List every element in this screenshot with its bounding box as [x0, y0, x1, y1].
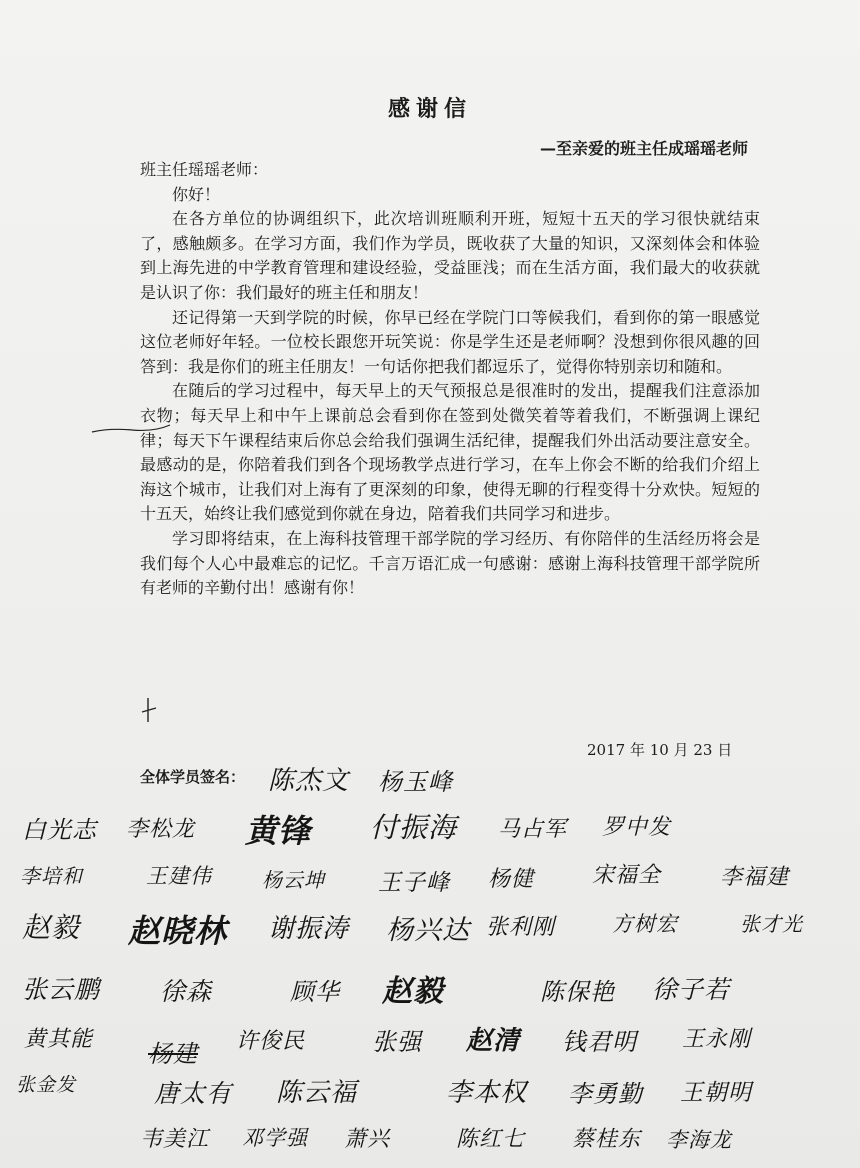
- signature: 杨玉峰: [378, 768, 453, 796]
- signature: 王永刚: [682, 1027, 752, 1052]
- signature: 黄其能: [24, 1027, 94, 1052]
- signature: 李勇勤: [568, 1080, 643, 1108]
- signature: 唐太有: [154, 1079, 233, 1108]
- signature: 钱君明: [562, 1028, 637, 1056]
- paragraph: 在随后的学习过程中，每天早上的天气预报总是很准时的发出，提醒我们注意添加衣物；每天早上和中午上课前总会看到你在签到处微笑着等着我们，不断强调上课纪律；每天下午课程结束后你总会给我们强调生活纪律，提醒我们外出活动要注意安全。最感动的是，你陪着我们到各个现场教学点进行学习，在车上你会不断的给我们介绍上海这个城市，让我们对上海有了更深刻的印象，使得无聊的行程变得十分欢快。短短的十五天，始终让我们感觉到你就在身边，陪着我们共同学习和进步。: [140, 381, 760, 524]
- signature: 许俊民: [236, 1029, 306, 1054]
- signature: 杨建: [148, 1040, 198, 1068]
- signature: 张才光: [740, 912, 803, 936]
- signature: 杨兴达: [386, 915, 470, 946]
- signature: 宋福全: [592, 863, 662, 888]
- signature: 陈保艳: [540, 978, 615, 1006]
- signature: 邓学强: [242, 1126, 308, 1150]
- signature: 李培和: [20, 864, 83, 888]
- signature: 王朝明: [680, 1080, 752, 1106]
- signature: 徐子若: [652, 975, 731, 1004]
- signature: 陈云福: [276, 1078, 358, 1108]
- signature: 徐森: [160, 977, 213, 1006]
- signature: 陈红七: [456, 1127, 526, 1152]
- signature: 王子峰: [378, 870, 450, 896]
- greeting: 你好！: [172, 184, 221, 204]
- signature: 付振海: [370, 811, 458, 844]
- signature: 赵清: [466, 1026, 521, 1056]
- paragraph: 还记得第一天到学院的时候，你早已经在学院门口等候我们，看到你的第一眼感觉这位老师好年轻。一位校长跟您开玩笑说：你是学生还是老师啊？没想到你很风趣的回答到：我是你们的班主任朋友！一句话你把我们都逗乐了，觉得你特别亲切和随和。: [140, 307, 760, 376]
- signature: 顾华: [290, 978, 340, 1006]
- signature: 李松龙: [126, 817, 196, 842]
- letter-body: [140, 158, 760, 601]
- signature: 萧兴: [344, 1127, 391, 1152]
- signature: 赵毅: [382, 974, 444, 1009]
- signature: 张利刚: [486, 915, 556, 940]
- signature: 李本权: [446, 1078, 528, 1108]
- signature: 罗中发: [602, 815, 672, 840]
- letter-date: 2017 年 10 月 23 日: [587, 741, 733, 759]
- salutation: 班主任瑶瑶老师：: [140, 160, 269, 179]
- signature: 张云鹏: [22, 975, 101, 1004]
- signature: 蔡桂东: [572, 1127, 642, 1152]
- signature: 方树宏: [612, 912, 678, 936]
- letter-subtitle: —至亲爱的班主任成瑶瑶老师: [539, 139, 748, 158]
- signature: 杨健: [488, 867, 535, 892]
- signature-area: [0, 760, 860, 1160]
- signature: 赵毅: [22, 911, 81, 944]
- signature: 白光志: [22, 816, 97, 844]
- signature: 张强: [372, 1028, 422, 1056]
- signature: 杨云坤: [262, 868, 325, 892]
- signature: 黄锋: [245, 812, 312, 850]
- signature: 陈杰文: [268, 766, 350, 796]
- signature: 王建伟: [146, 864, 212, 888]
- signature: 张金发: [16, 1074, 77, 1096]
- signature: 赵晓林: [128, 912, 228, 950]
- paragraph: 学习即将结束，在上海科技管理干部学院的学习经历、有你陪伴的生活经历将会是我们每个人心中最难忘的记忆。千言万语汇成一句感谢：感谢上海科技管理干部学院所有老师的辛勤付出！感谢有你！: [140, 528, 760, 598]
- signature: 韦美江: [140, 1127, 210, 1152]
- paragraph: 在各方单位的协调组织下，此次培训班顺利开班，短短十五天的学习很快就结束了，感触颇多。在学习方面，我们作为学员，既收获了大量的知识，又深刻体会和体验到上海先进的中学教育管理和建设经验，受益匪浅；而在生活方面，我们最大的收获就是认识了你：我们最好的班主任和朋友！: [140, 209, 760, 302]
- signature: 李海龙: [666, 1128, 732, 1152]
- signature: 李福建: [720, 865, 790, 890]
- signature: 马占军: [498, 817, 568, 842]
- signature-label: 全体学员签名：: [140, 768, 246, 786]
- signature: 谢振涛: [268, 914, 350, 944]
- letter-title: 感谢信: [387, 97, 472, 122]
